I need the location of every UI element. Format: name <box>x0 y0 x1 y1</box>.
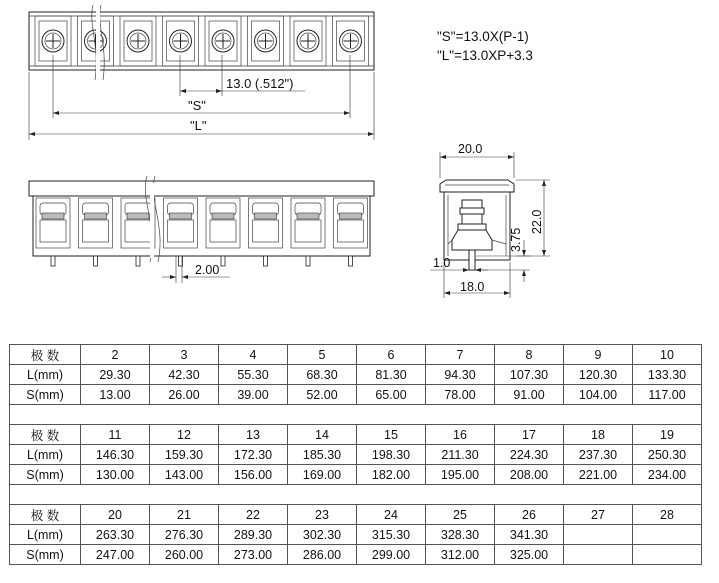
s-value-cell: 65.00 <box>357 385 426 405</box>
table-spacer <box>10 485 702 505</box>
terminal-slot-4 <box>164 198 198 248</box>
row-label: 极 数 <box>10 505 81 525</box>
terminal-slot-2 <box>79 198 113 248</box>
side-view <box>430 142 550 298</box>
pole-count-cell: 24 <box>357 505 426 525</box>
l-value-cell <box>564 525 633 545</box>
pole-count-cell: 4 <box>219 345 288 365</box>
l-value-cell: 133.30 <box>633 365 702 385</box>
l-value-cell: 120.30 <box>564 365 633 385</box>
table-row <box>10 385 702 405</box>
table-row <box>10 545 702 565</box>
terminal-screw-4 <box>163 16 199 66</box>
s-value-cell <box>564 545 633 565</box>
l-value-cell: 224.30 <box>495 445 564 465</box>
terminal-slot-8 <box>334 198 368 248</box>
l-value-cell: 29.30 <box>81 365 150 385</box>
l-value-cell: 172.30 <box>219 445 288 465</box>
row-label: L(mm) <box>10 365 81 385</box>
pole-count-cell: 23 <box>288 505 357 525</box>
l-formula: "L"=13.0XP+3.3 <box>437 48 533 63</box>
pole-count-cell: 20 <box>81 505 150 525</box>
pole-count-cell: 21 <box>150 505 219 525</box>
pin-5 <box>221 256 225 266</box>
pole-count-cell: 15 <box>357 425 426 445</box>
pin-width-label: 2.00 <box>195 263 220 277</box>
s-value-cell: 130.00 <box>81 465 150 485</box>
s-value-cell: 39.00 <box>219 385 288 405</box>
table-spacer <box>10 405 702 425</box>
terminal-screw-7 <box>290 16 326 66</box>
pin-3 <box>136 256 140 266</box>
s-value-cell: 182.00 <box>357 465 426 485</box>
s-value-cell: 234.00 <box>633 465 702 485</box>
l-value-cell <box>633 525 702 545</box>
l-value-cell: 198.30 <box>357 445 426 465</box>
table-row <box>10 425 702 445</box>
pin-6 <box>264 256 268 266</box>
terminal-screw-6 <box>248 16 284 66</box>
row-label: L(mm) <box>10 525 81 545</box>
pitch-label: 13.0 (.512") <box>226 76 294 91</box>
s-value-cell: 208.00 <box>495 465 564 485</box>
l-value-cell: 146.30 <box>81 445 150 465</box>
s-value-cell: 156.00 <box>219 465 288 485</box>
s-value-cell <box>633 545 702 565</box>
l-value-cell: 250.30 <box>633 445 702 465</box>
pole-count-cell: 13 <box>219 425 288 445</box>
s-value-cell: 13.00 <box>81 385 150 405</box>
row-label: 极 数 <box>10 345 81 365</box>
terminal-screw-5 <box>205 16 241 66</box>
row-label: S(mm) <box>10 385 81 405</box>
pole-count-cell: 14 <box>288 425 357 445</box>
pole-count-cell: 6 <box>357 345 426 365</box>
pole-count-cell: 22 <box>219 505 288 525</box>
s-value-cell: 221.00 <box>564 465 633 485</box>
s-value-cell: 260.00 <box>150 545 219 565</box>
l-value-cell: 159.30 <box>150 445 219 465</box>
terminal-slot-5 <box>206 198 240 248</box>
top-dimensions <box>29 55 374 140</box>
pole-count-cell: 9 <box>564 345 633 365</box>
pin-1 <box>51 256 55 266</box>
l-value-cell: 107.30 <box>495 365 564 385</box>
pole-count-cell: 8 <box>495 345 564 365</box>
l-value-cell: 211.30 <box>426 445 495 465</box>
pole-count-cell: 27 <box>564 505 633 525</box>
pin-7 <box>306 256 310 266</box>
s-value-cell: 273.00 <box>219 545 288 565</box>
l-value-cell: 315.30 <box>357 525 426 545</box>
l-value-cell: 302.30 <box>288 525 357 545</box>
s-value-cell: 91.00 <box>495 385 564 405</box>
l-value-cell: 263.30 <box>81 525 150 545</box>
s-value-cell: 195.00 <box>426 465 495 485</box>
pole-count-cell: 19 <box>633 425 702 445</box>
top-width-label: 20.0 <box>458 142 483 156</box>
pole-count-cell: 28 <box>633 505 702 525</box>
s-value-cell: 247.00 <box>81 545 150 565</box>
row-label: S(mm) <box>10 465 81 485</box>
l-value-cell: 94.30 <box>426 365 495 385</box>
terminal-slot-1 <box>36 198 70 248</box>
terminal-screw-2 <box>78 16 114 66</box>
height-label: 22.0 <box>530 209 544 234</box>
pole-count-cell: 2 <box>81 345 150 365</box>
terminal-slot-3 <box>121 198 155 248</box>
spec-table <box>9 344 702 565</box>
s-value-cell: 117.00 <box>633 385 702 405</box>
pole-count-cell: 5 <box>288 345 357 365</box>
s-value-cell: 26.00 <box>150 385 219 405</box>
l-dimension-label: "L" <box>190 118 207 133</box>
s-value-cell: 104.00 <box>564 385 633 405</box>
table-row <box>10 445 702 465</box>
s-value-cell: 78.00 <box>426 385 495 405</box>
s-value-cell: 143.00 <box>150 465 219 485</box>
l-value-cell: 68.30 <box>288 365 357 385</box>
pole-count-cell: 18 <box>564 425 633 445</box>
s-value-cell: 325.00 <box>495 545 564 565</box>
l-value-cell: 289.30 <box>219 525 288 545</box>
pole-count-cell: 11 <box>81 425 150 445</box>
l-value-cell: 55.30 <box>219 365 288 385</box>
table-row <box>10 525 702 545</box>
s-value-cell: 286.00 <box>288 545 357 565</box>
terminal-screw-3 <box>120 16 156 66</box>
terminal-slot-6 <box>249 198 283 248</box>
row-label: 极 数 <box>10 425 81 445</box>
l-value-cell: 237.30 <box>564 445 633 465</box>
l-value-cell: 185.30 <box>288 445 357 465</box>
l-value-cell: 42.30 <box>150 365 219 385</box>
table-row <box>10 505 702 525</box>
s-value-cell: 312.00 <box>426 545 495 565</box>
pin-8 <box>349 256 353 266</box>
pin-offset-label: 1.0 <box>433 256 451 270</box>
pole-count-cell: 12 <box>150 425 219 445</box>
s-dimension-label: "S" <box>188 98 206 113</box>
pole-count-cell: 3 <box>150 345 219 365</box>
row-label: L(mm) <box>10 445 81 465</box>
l-value-cell: 328.30 <box>426 525 495 545</box>
pole-count-cell: 17 <box>495 425 564 445</box>
table-row <box>10 465 702 485</box>
pole-count-cell: 7 <box>426 345 495 365</box>
table-row <box>10 365 702 385</box>
pin-2 <box>94 256 98 266</box>
pole-count-cell: 16 <box>426 425 495 445</box>
l-value-cell: 276.30 <box>150 525 219 545</box>
pin-height-label: 3.75 <box>509 227 523 252</box>
front-view <box>29 176 374 283</box>
s-formula: "S"=13.0X(P-1) <box>437 29 529 44</box>
base-width-label: 18.0 <box>460 280 485 294</box>
table-row <box>10 345 702 365</box>
top-view <box>29 5 374 80</box>
s-value-cell: 169.00 <box>288 465 357 485</box>
terminal-screw-8 <box>333 16 369 66</box>
pole-count-cell: 25 <box>426 505 495 525</box>
row-label: S(mm) <box>10 545 81 565</box>
s-value-cell: 299.00 <box>357 545 426 565</box>
l-value-cell: 81.30 <box>357 365 426 385</box>
s-value-cell: 52.00 <box>288 385 357 405</box>
terminal-slot-7 <box>291 198 325 248</box>
pole-count-cell: 10 <box>633 345 702 365</box>
pole-count-cell: 26 <box>495 505 564 525</box>
l-value-cell: 341.30 <box>495 525 564 545</box>
